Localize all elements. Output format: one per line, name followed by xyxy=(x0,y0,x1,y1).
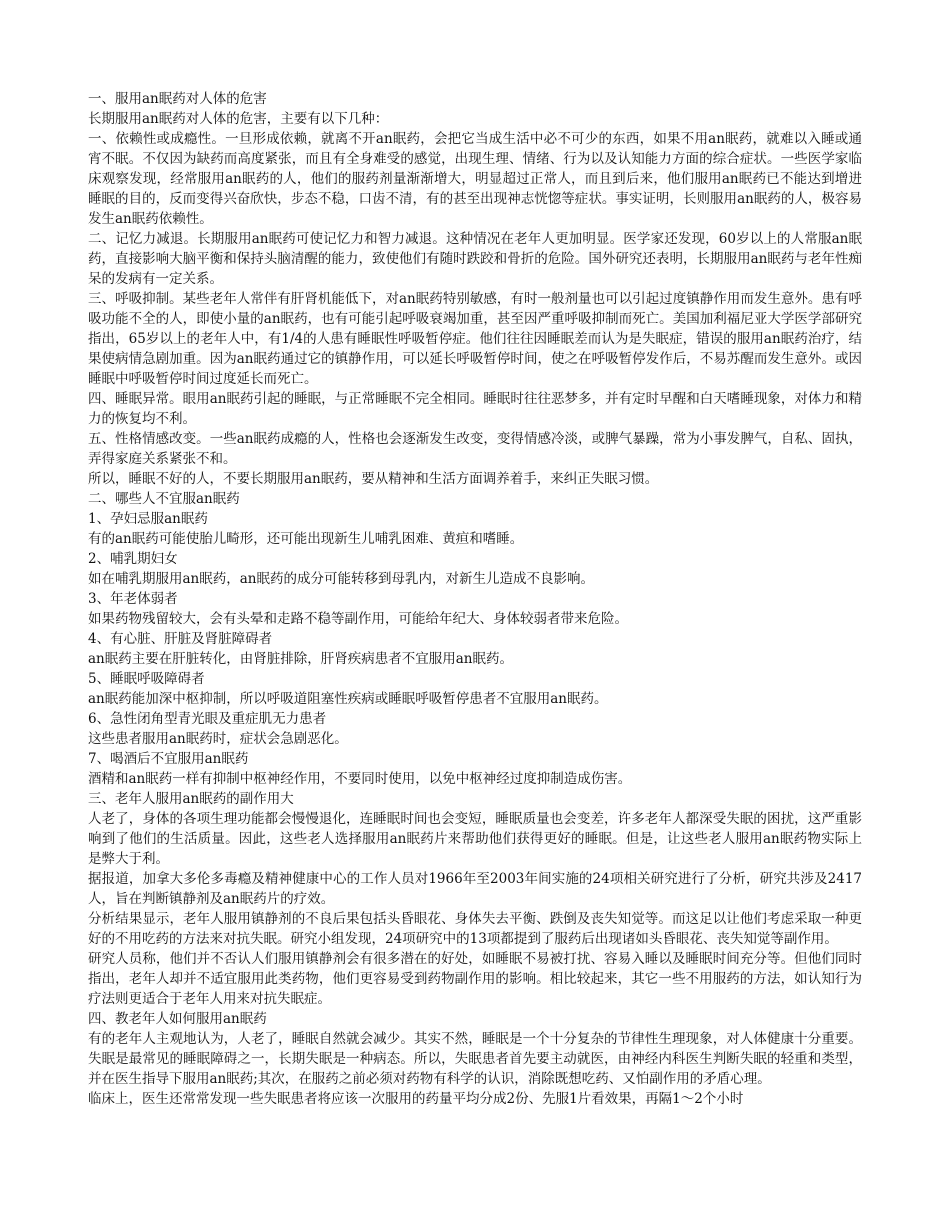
paragraph: 五、性格情感改变。一些an眠药成瘾的人，性格也会逐渐发生改变，变得情感冷淡，或脾气暴躁，常为小事发脾气，自私、固执，弄得家庭关系紧张不和。 xyxy=(88,431,862,467)
subheading: 3、年老体弱者 xyxy=(88,591,178,607)
paragraph: 酒精和an眠药一样有抑制中枢神经作用，不要同时使用，以免中枢神经过度抑制造成伤害。 xyxy=(88,771,632,787)
paragraph: an眠药能加深中枢抑制，所以呼吸道阻塞性疾病或睡眠呼吸暂停患者不宜服用an眠药。 xyxy=(88,691,608,707)
paragraph: 据报道，加拿大多伦多毒瘾及精神健康中心的工作人员对1966年至2003年间实施的24项相关研究进行了分析，研究共涉及2417人，旨在判断镇静剂及an眠药片的疗效。 xyxy=(88,871,862,907)
paragraph: 三、呼吸抑制。某些老年人常伴有肝肾机能低下，对an眠药特别敏感，有时一般剂量也可以引起过度镇静作用而发生意外。患有呼吸功能不全的人，即使小量的an眠药，也有可能引起呼吸衰竭加重，甚至因严重呼吸抑制而死亡。美国加利福尼亚大学医学部研究指出，65岁以上的老年人中，有1/4的人患有睡眠性呼吸暂停症。他们往往因睡眠差而认为是失眠症，错误的服用an眠药治疗，结果使病情急剧加重。因为an眠药通过它的镇静作用，可以延长呼吸暂停时间，使之在呼吸暂停发作后，不易苏醒而发生意外。或因睡眠中呼吸暂停时间过度延长而死亡。 xyxy=(88,291,862,387)
document-body xyxy=(88,89,862,1109)
paragraph: 二、记忆力减退。长期服用an眠药可使记忆力和智力减退。这种情况在老年人更加明显。医学家还发现，60岁以上的人常服an眠药，直接影响大脑平衡和保持头脑清醒的能力，致使他们有随时跌跤和骨折的危险。国外研究还表明，长期服用an眠药与老年性痴呆的发病有一定关系。 xyxy=(88,231,862,287)
section-heading: 三、老年人服用an眠药的副作用大 xyxy=(88,791,294,807)
paragraph: 这些患者服用an眠药时，症状会急剧恶化。 xyxy=(88,731,348,747)
subheading: 7、喝酒后不宜服用an眠药 xyxy=(88,751,249,767)
paragraph: 如在哺乳期服用an眠药，an眠药的成分可能转移到母乳内，对新生儿造成不良影响。 xyxy=(88,571,594,587)
subheading: 1、孕妇忌服an眠药 xyxy=(88,511,208,527)
paragraph: 所以，睡眠不好的人，不要长期服用an眠药，要从精神和生活方面调养着手，来纠正失眠习惯。 xyxy=(88,471,659,487)
paragraph: 有的老年人主观地认为，人老了，睡眠自然就会减少。其实不然，睡眠是一个十分复杂的节律性生理现象，对人体健康十分重要。失眠是最常见的睡眠障碍之一，长期失眠是一种病态。所以，失眠患者首先要主动就医，由神经内科医生判断失眠的轻重和类型，并在医生指导下服用an眠药;其次，在服药之前必须对药物有科学的认识，消除既想吃药、又怕副作用的矛盾心理。 xyxy=(88,1031,862,1087)
subheading: 5、睡眠呼吸障碍者 xyxy=(88,671,205,687)
section-heading: 一、服用an眠药对人体的危害 xyxy=(88,91,267,107)
paragraph: 一、依赖性或成瘾性。一旦形成依赖，就离不开an眠药，会把它当成生活中必不可少的东西，如果不用an眠药，就难以入睡或通宵不眠。不仅因为缺药而高度紧张，而且有全身难受的感觉，出现生理、情绪、行为以及认知能力方面的综合症状。一些医学家临床观察发现，经常服用an眠药的人，他们的服药剂量渐渐增大，明显超过正常人，而且到后来，他们服用an眠药已不能达到增进睡眠的目的，反而变得兴奋欣快，步态不稳，口齿不清，有的甚至出现神志恍惚等症状。事实证明，长则服用an眠药的人，极容易发生an眠药依赖性。 xyxy=(88,131,862,227)
paragraph: 研究人员称，他们并不否认人们服用镇静剂会有很多潜在的好处，如睡眠不易被打扰、容易入睡以及睡眠时间充分等。但他们同时指出，老年人却并不适宜服用此类药物，他们更容易受到药物副作用的影响。相比较起来，其它一些不用服药的方法，如认知行为疗法则更适合于老年人用来对抗失眠症。 xyxy=(88,951,862,1007)
subheading: 2、哺乳期妇女 xyxy=(88,551,178,567)
paragraph: 人老了，身体的各项生理功能都会慢慢退化，连睡眠时间也会变短，睡眠质量也会变差，许多老年人都深受失眠的困扰，这严重影响到了他们的生活质量。因此，这些老人选择服用an眠药片来帮助他们获得更好的睡眠。但是，让这些老人服用an眠药物实际上是弊大于利。 xyxy=(88,811,862,867)
paragraph: 临床上，医生还常常发现一些失眠患者将应该一次服用的药量平均分成2份、先服1片看效果，再隔1～2个小时 xyxy=(88,1091,744,1107)
paragraph: 分析结果显示，老年人服用镇静剂的不良后果包括头昏眼花、身体失去平衡、跌倒及丧失知觉等。而这足以让他们考虑采取一种更好的不用吃药的方法来对抗失眠。研究小组发现，24项研究中的13项都提到了服药后出现诸如头昏眼花、丧失知觉等副作用。 xyxy=(88,911,862,947)
section-heading: 二、哪些人不宜服an眠药 xyxy=(88,491,240,507)
subheading: 4、有心脏、肝脏及肾脏障碍者 xyxy=(88,631,273,647)
paragraph: 如果药物残留较大，会有头晕和走路不稳等副作用，可能给年纪大、身体较弱者带来危险。 xyxy=(88,611,628,627)
subheading: 6、急性闭角型青光眼及重症肌无力患者 xyxy=(88,711,327,727)
paragraph: 四、睡眠异常。眼用an眠药引起的睡眠，与正常睡眠不完全相同。睡眠时往往恶梦多，并有定时早醒和白天嗜睡现象，对体力和精力的恢复均不利。 xyxy=(88,391,862,427)
paragraph: an眠药主要在肝脏转化，由肾脏排除，肝肾疾病患者不宜服用an眠药。 xyxy=(88,651,513,667)
section-heading: 四、教老年人如何服用an眠药 xyxy=(88,1011,267,1027)
paragraph: 长期服用an眠药对人体的危害，主要有以下几种： xyxy=(88,111,389,127)
paragraph: 有的an眠药可能使胎儿畸形，还可能出现新生儿哺乳困难、黄疸和嗜睡。 xyxy=(88,531,524,547)
